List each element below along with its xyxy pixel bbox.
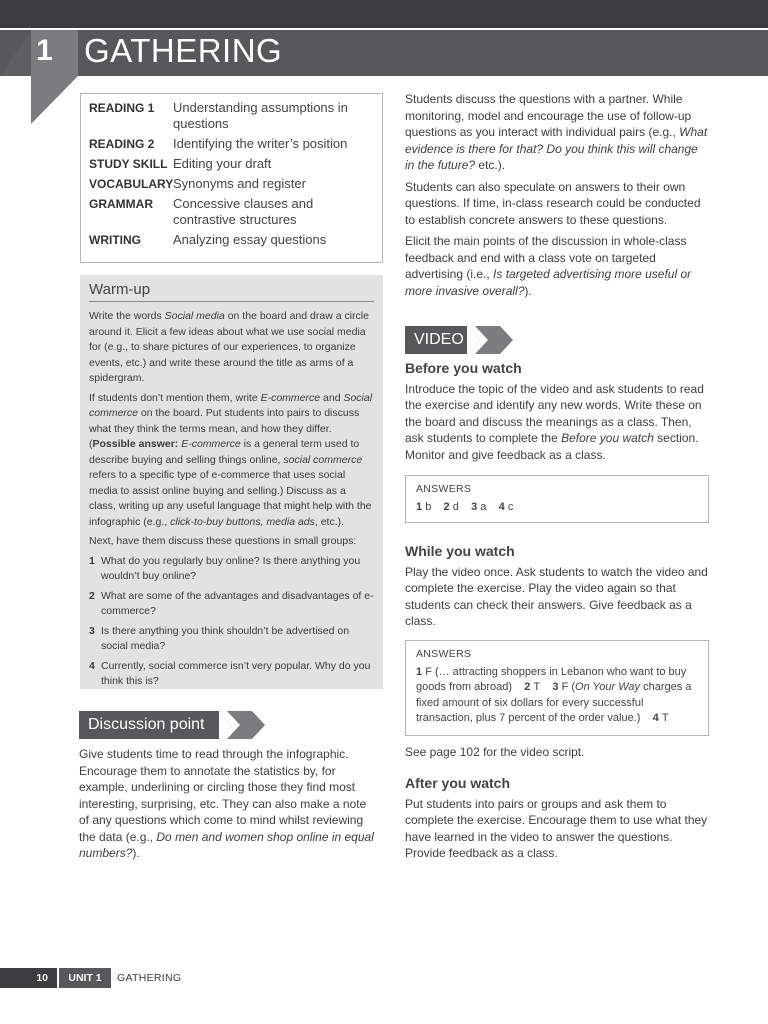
chevron-right-icon (219, 711, 265, 739)
after-you-watch-heading: After you watch (405, 775, 511, 791)
warmup-title: Warm-up (89, 281, 374, 302)
paragraph: Students can also speculate on answers to their own questions. If time, in-class research could be conducted to establish concrete answers to these questions. (405, 179, 701, 227)
warmup-paragraph: Next, have them discuss these questions in small groups: (89, 535, 357, 547)
top-bar (0, 0, 768, 28)
answers-text: 1 b 2 d 3 a 4 c (416, 500, 514, 513)
right-column-intro (405, 91, 710, 304)
while-you-watch-heading: While you watch (405, 543, 515, 559)
list-item: 2 What are some of the advantages and disadvantages of e-commerce? (89, 589, 374, 617)
objective-value: Identifying the writer’s position (173, 136, 348, 151)
discussion-point-tag (79, 711, 265, 739)
objective-row (89, 156, 374, 172)
objective-row (89, 232, 374, 248)
answers-text: 1 F (… attracting shoppers in Lebanon who want to buy goods from abroad) 2 T 3 F (On Your Way charges a fixed amount of six dollars for every successful transaction, plus 7 percent of the order value.) 4 T (416, 665, 692, 724)
objective-row (89, 100, 374, 132)
unit-title: GATHERING (84, 32, 283, 69)
objective-key: WRITING (89, 233, 141, 247)
answers-label: ANSWERS (416, 648, 472, 660)
objective-value: Understanding assumptions in questions (173, 100, 348, 131)
page-number: 10 (0, 968, 57, 988)
warmup-paragraph: Write the words Social media on the board and draw a circle around it. Elicit a few ideas about what we use social media for (e.g., to share pictures of our experiences, to organize events, etc.) and write these around the title as arms of a spidergram. (89, 310, 369, 384)
answers-box-2 (405, 640, 709, 736)
paragraph: Students discuss the questions with a partner. While monitoring, model and encourage the use of follow-up questions as you interact with individual pairs (e.g., What evidence is there for that? Do you think this will change in the future? etc.). (405, 92, 708, 172)
objective-row (89, 196, 374, 228)
discussion-point-label: Discussion point (79, 711, 219, 739)
video-label: VIDEO (405, 326, 467, 354)
objective-key: STUDY SKILL (89, 157, 168, 171)
warmup-paragraph: If students don’t mention them, write E-commerce and Social commerce on the board. Put students into pairs to discuss what they think the terms mean, and how they differ. (Possible answer: E-commerce is a general term used to describe buying and selling things online, social commerce refers to a specific type of e-commerce that uses social media to assist online buying and selling.) Discuss as a class, writing up any useful language that might help with the infographic (e.g., click-to-buy buttons, media ads, etc.). (89, 391, 373, 528)
list-item: 4 Currently, social commerce isn’t very popular. Why do you think this is? (89, 659, 371, 687)
objective-key: VOCABULARY (89, 177, 174, 191)
while-you-watch-section (405, 543, 710, 635)
unit-number: 1 (36, 34, 53, 67)
before-you-watch-section (405, 360, 710, 468)
chevron-right-icon (467, 326, 513, 354)
objectives-box (80, 93, 383, 263)
paragraph: Introduce the topic of the video and ask students to read the exercise and identify any new words. Write these on the board and discuss the meanings as a class. Then, ask students to complete the Before you watch section. Monitor and give feedback as a class. (405, 381, 704, 462)
objective-row (89, 176, 374, 192)
paragraph: Elicit the main points of the discussion in whole-class feedback and end with a class vote on targeted advertising (i.e., Is targeted advertising more useful or more invasive overall?). (405, 234, 692, 298)
warmup-panel (80, 275, 383, 689)
paragraph: Put students into pairs or groups and ask them to complete the exercise. Encourage them to use what they have learned in the video to answer the questions. Provide feedback as a class. (405, 796, 708, 860)
answers-box-1 (405, 475, 709, 523)
objective-key: READING 2 (89, 137, 155, 151)
video-script-note: See page 102 for the video script. (405, 745, 585, 759)
before-you-watch-heading: Before you watch (405, 360, 522, 376)
objective-key: READING 1 (89, 101, 155, 115)
video-tag (405, 326, 513, 354)
warmup-questions (89, 554, 374, 690)
list-item: 3 Is there anything you think shouldn’t be advertised on social media? (89, 624, 350, 652)
objective-value: Synonyms and register (173, 176, 306, 191)
footer-unit-label: UNIT 1 (59, 968, 111, 988)
discussion-text: Give students time to read through the infographic. Encourage them to annotate the statistics by, for example, underlining or circling those they find most interesting, surprising, etc. They can also make a note of any questions which come to mind whilst reviewing the data (e.g., Do men and women shop online in equal numbers?). (79, 747, 374, 860)
objective-value: Analyzing essay questions (173, 232, 327, 247)
list-item: 1 What do you regularly buy online? Is there anything you wouldn’t buy online? (89, 554, 361, 582)
objective-value: Concessive clauses and contrastive structures (173, 196, 314, 227)
footer-title: GATHERING (117, 972, 182, 984)
answers-label: ANSWERS (416, 483, 472, 495)
objective-key: GRAMMAR (89, 197, 153, 211)
objective-row (89, 136, 374, 152)
objective-value: Editing your draft (173, 156, 272, 171)
paragraph: Play the video once. Ask students to watch the video and complete the exercise. Play the video again so that students can check their answers. Give feedback as a class. (405, 564, 708, 628)
after-you-watch-section (405, 775, 710, 867)
